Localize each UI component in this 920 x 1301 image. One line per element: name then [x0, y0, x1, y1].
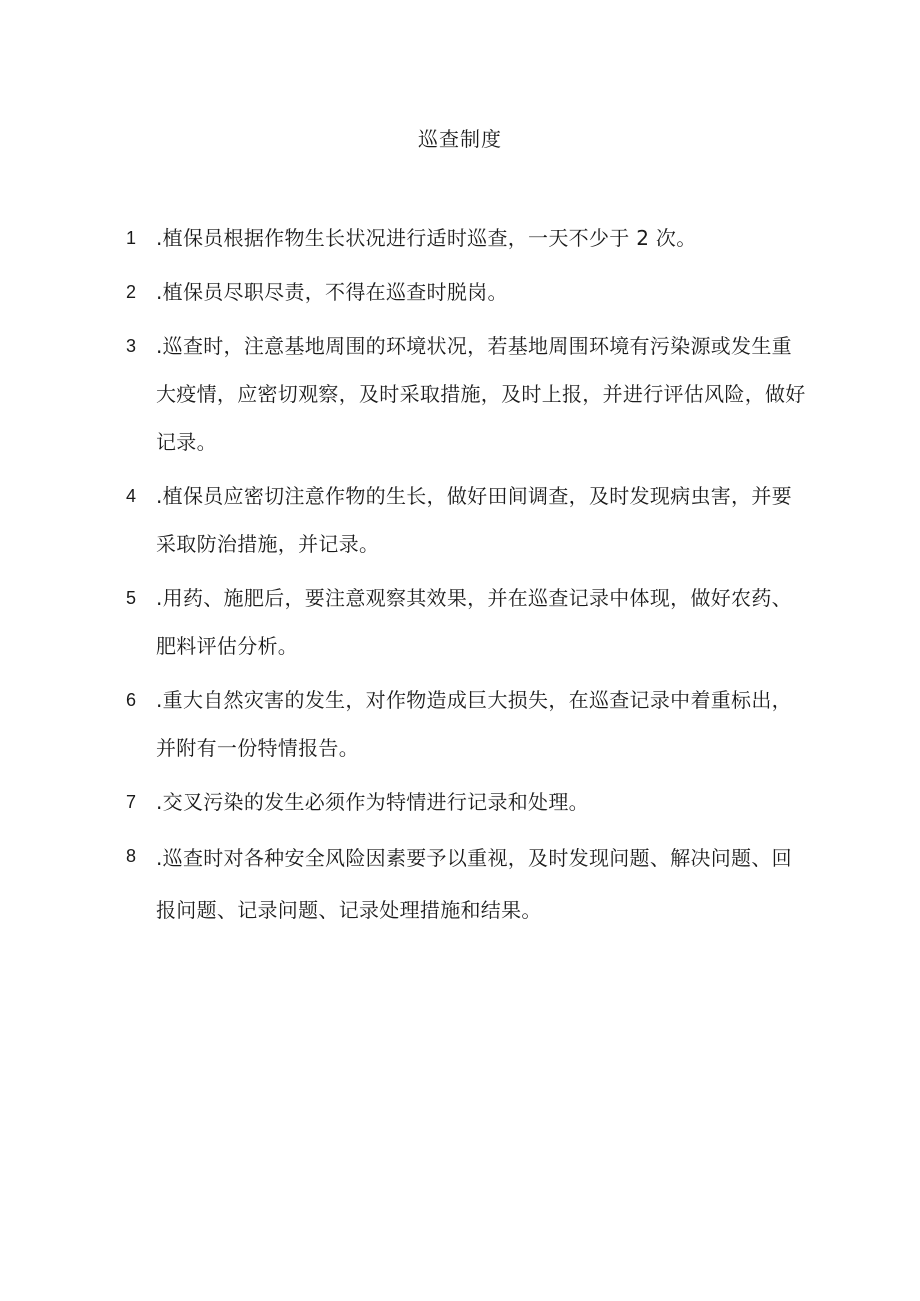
item-number: 4 [126, 486, 137, 506]
item-text: .巡查时，注意基地周围的环境状况，若基地周围环境有污染源或发生重大疫情，应密切观察，及时采取措施，及时上报，并进行评估风险，做好记录。 [156, 334, 806, 454]
list-item [126, 778, 806, 826]
item-text: .重大自然灾害的发生，对作物造成巨大损失，在巡查记录中着重标出，并附有一份特情报告。 [156, 688, 792, 760]
list-item [126, 322, 806, 466]
regulation-list [126, 214, 806, 942]
item-number: 6 [126, 690, 137, 710]
document-title: 巡查制度 [418, 127, 502, 151]
list-item [126, 268, 806, 316]
item-text: .用药、施肥后，要注意观察其效果，并在巡查记录中体现，做好农药、肥料评估分析。 [156, 586, 792, 658]
item-text: .植保员应密切注意作物的生长，做好田间调查，及时发现病虫害，并要采取防治措施，并记录。 [156, 484, 792, 556]
list-item [126, 574, 806, 670]
item-number: 2 [126, 282, 137, 302]
list-item [126, 214, 806, 262]
item-number: 5 [126, 588, 137, 608]
item-text: .植保员尽职尽责，不得在巡查时脱岗。 [156, 280, 508, 304]
list-item [126, 832, 806, 936]
item-number: 8 [126, 846, 137, 866]
item-number: 1 [126, 228, 137, 248]
item-number: 7 [126, 792, 137, 812]
list-item [126, 676, 806, 772]
item-text: .植保员根据作物生长状况进行适时巡查，一天不少于 2 次。 [156, 226, 697, 250]
list-item [126, 472, 806, 568]
item-text: .巡查时对各种安全风险因素要予以重视，及时发现问题、解决问题、回报问题、记录问题、记录处理措施和结果。 [156, 846, 792, 922]
item-text: .交叉污染的发生必须作为特情进行记录和处理。 [156, 790, 589, 814]
item-number: 3 [126, 336, 137, 356]
